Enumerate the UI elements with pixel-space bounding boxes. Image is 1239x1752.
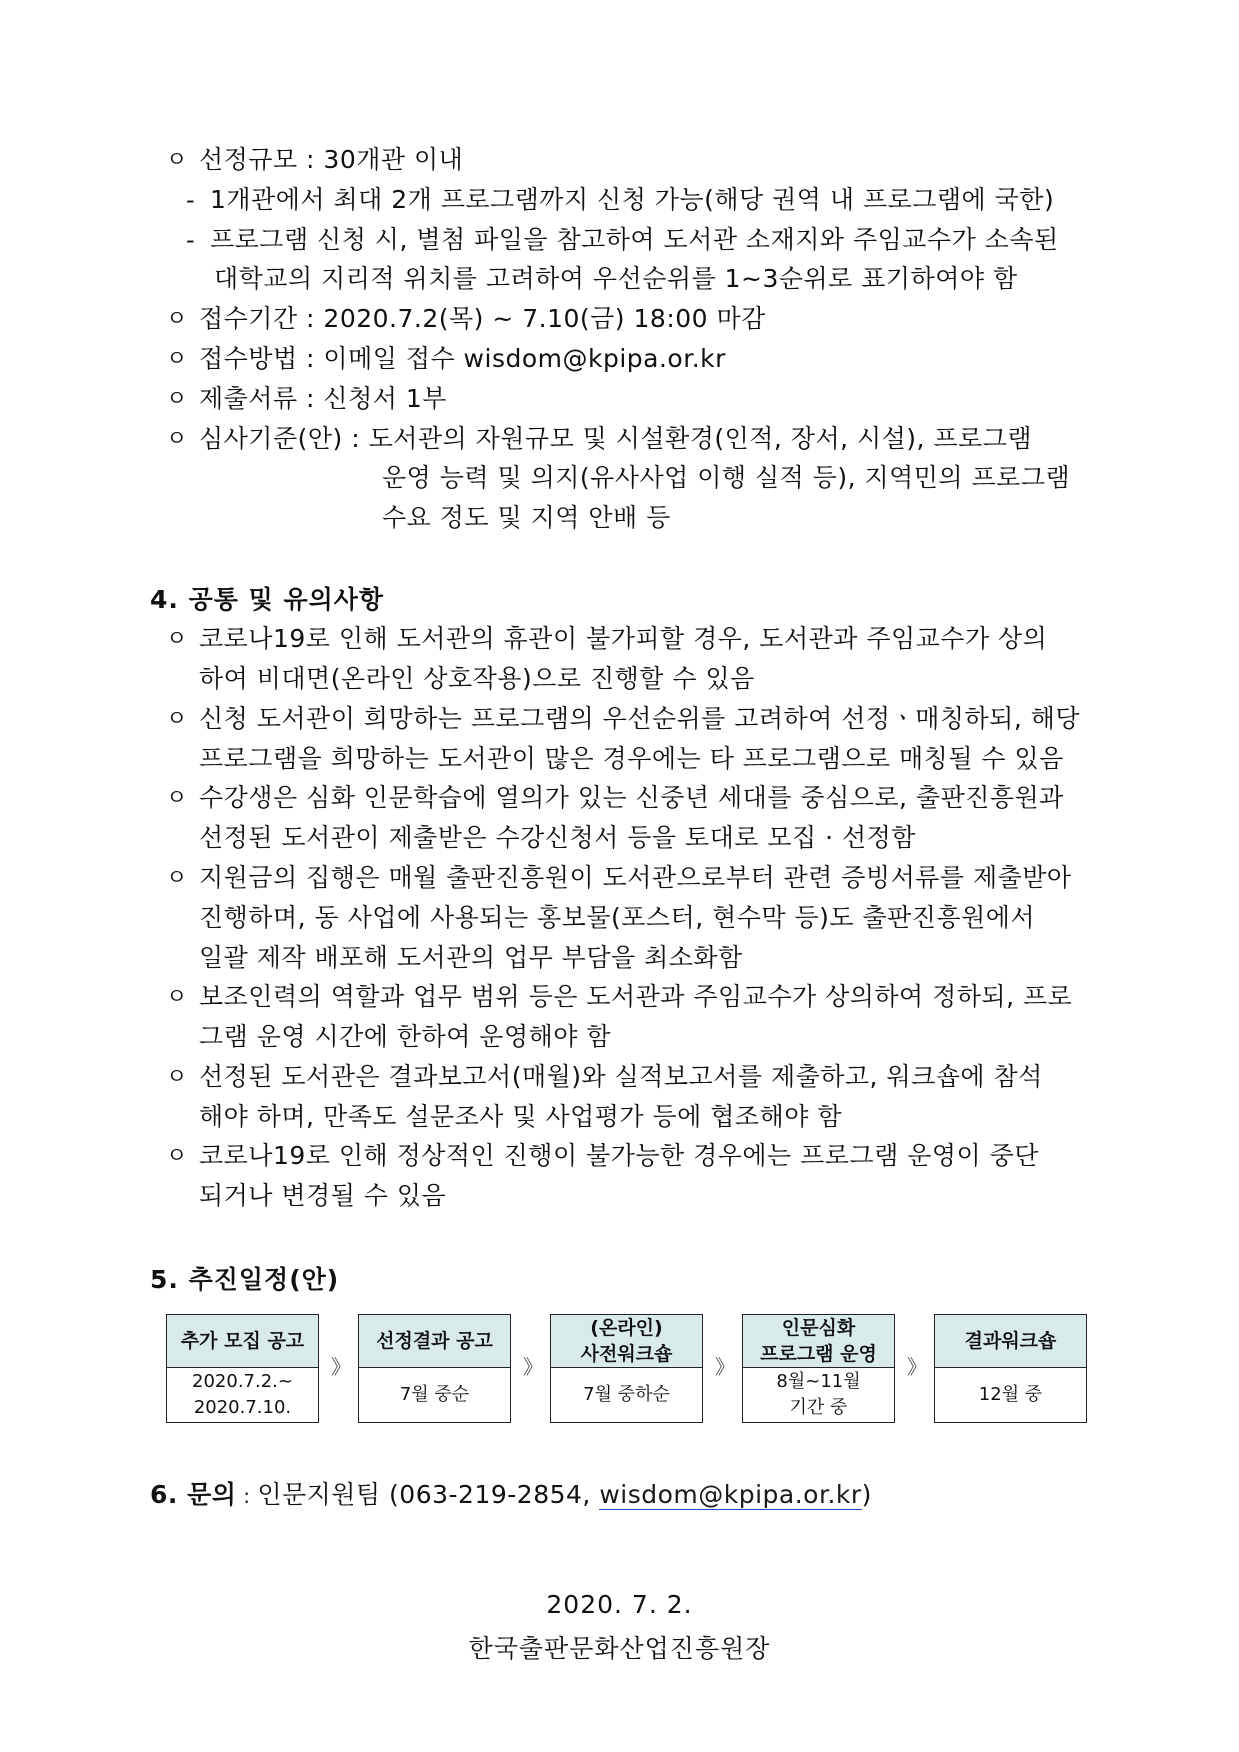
notice-item-line: 일괄 제작 배포해 도서관의 업무 부담을 최소화함 bbox=[199, 943, 743, 972]
notice-item-line: 그램 운영 시간에 한하여 운영해야 함 bbox=[199, 1022, 611, 1051]
notice-item-line: 하여 비대면(온라인 상호작용)으로 진행할 수 있음 bbox=[199, 664, 755, 693]
bullet-glyph: ㅇ bbox=[166, 786, 188, 811]
notice-item-line: 수강생은 심화 인문학습에 열의가 있는 신중년 세대를 중심으로, 출판진흥원과 bbox=[199, 783, 1064, 812]
chevron-right-icon: 》 bbox=[715, 1355, 735, 1379]
contact-line bbox=[150, 1480, 872, 1511]
contact-team-phone: 인문지원팀 (063-219-2854, bbox=[257, 1480, 600, 1509]
dash-glyph: - bbox=[186, 226, 195, 254]
notice-item-line: 진행하며, 동 사업에 사용되는 홍보물(포스터, 현수막 등)도 출판진흥원에서 bbox=[199, 903, 1036, 932]
application-period: 접수기간 : 2020.7.2(목) ~ 7.10(금) 18:00 마감 bbox=[199, 304, 766, 333]
notice-item-line: 신청 도서관이 희망하는 프로그램의 우선순위를 고려하여 선정ㆍ매칭하되, 해당 bbox=[199, 704, 1081, 733]
priority-note-line-1: 프로그램 신청 시, 별첨 파일을 참고하여 도서관 소재지와 주임교수가 소속된 bbox=[210, 225, 1059, 254]
section-5-title: 5. 추진일정(안) bbox=[150, 1265, 340, 1294]
schedule-step-title: 추가 모집 공고 bbox=[167, 1315, 318, 1368]
application-method: 접수방법 : 이메일 접수 wisdom@kpipa.or.kr bbox=[199, 344, 726, 373]
selection-scale: 선정규모 : 30개관 이내 bbox=[199, 145, 464, 174]
required-documents: 제출서류 : 신청서 1부 bbox=[199, 384, 447, 413]
chevron-right-icon: 》 bbox=[523, 1355, 543, 1379]
notice-item-line: 지원금의 집행은 매월 출판진흥원이 도서관으로부터 관련 증빙서류를 제출받아 bbox=[199, 863, 1072, 892]
dash-glyph: - bbox=[186, 186, 195, 214]
bullet-glyph: ㅇ bbox=[166, 347, 188, 372]
contact-close-paren: ) bbox=[861, 1480, 872, 1509]
priority-note-line-2: 대학교의 지리적 위치를 고려하여 우선순위를 1~3순위로 표기하여야 함 bbox=[214, 264, 1018, 293]
schedule-step bbox=[934, 1314, 1087, 1423]
contact-separator: : bbox=[236, 1484, 258, 1508]
schedule-step-date: 8월~11월 기간 중 bbox=[776, 1371, 861, 1418]
bullet-glyph: ㅇ bbox=[166, 1144, 188, 1169]
schedule-step-date: 12월 중 bbox=[978, 1384, 1043, 1405]
notice-item-line: 코로나19로 인해 도서관의 휴관이 불가피할 경우, 도서관과 주임교수가 상의 bbox=[199, 624, 1048, 653]
schedule-step-title: 결과워크숍 bbox=[935, 1315, 1086, 1368]
notice-item-line: 해야 하며, 만족도 설문조사 및 사업평가 등에 협조해야 함 bbox=[199, 1102, 842, 1131]
bullet-glyph: ㅇ bbox=[166, 627, 188, 652]
issuer-name: 한국출판문화산업진흥원장 bbox=[468, 1634, 771, 1663]
section-6-title: 6. 문의 bbox=[150, 1480, 237, 1509]
notice-item-line: 선정된 도서관은 결과보고서(매월)와 실적보고서를 제출하고, 워크숍에 참석 bbox=[199, 1062, 1043, 1091]
apply-limit-note: 1개관에서 최대 2개 프로그램까지 신청 가능(해당 권역 내 프로그램에 국한) bbox=[210, 185, 1055, 214]
notice-item-line: 코로나19로 인해 정상적인 진행이 불가능한 경우에는 프로그램 운영이 중단 bbox=[199, 1141, 1039, 1170]
review-criteria-line-1: 심사기준(안) : 도서관의 자원규모 및 시설환경(인적, 장서, 시설), 프로그램 bbox=[199, 424, 1033, 453]
schedule-step bbox=[358, 1314, 511, 1423]
bullet-glyph: ㅇ bbox=[166, 148, 188, 173]
schedule-step-title: 인문심화 프로그램 운영 bbox=[743, 1315, 894, 1368]
notice-item-line: 프로그램을 희망하는 도서관이 많은 경우에는 타 프로그램으로 매칭될 수 있음 bbox=[199, 744, 1064, 773]
notice-item-line: 보조인력의 역할과 업무 범위 등은 도서관과 주임교수가 상의하여 정하되, 프로 bbox=[199, 982, 1073, 1011]
chevron-right-icon: 》 bbox=[907, 1355, 927, 1379]
bullet-glyph: ㅇ bbox=[166, 985, 188, 1010]
bullet-glyph: ㅇ bbox=[166, 307, 188, 332]
schedule-step-title: 선정결과 공고 bbox=[359, 1315, 510, 1368]
bullet-glyph: ㅇ bbox=[166, 1065, 188, 1090]
bullet-glyph: ㅇ bbox=[166, 387, 188, 412]
bullet-glyph: ㅇ bbox=[166, 866, 188, 891]
bullet-glyph: ㅇ bbox=[166, 427, 188, 452]
schedule-step bbox=[166, 1314, 319, 1423]
chevron-right-icon: 》 bbox=[331, 1355, 351, 1379]
review-criteria-line-2: 운영 능력 및 의지(유사사업 이행 실적 등), 지역민의 프로그램 bbox=[382, 463, 1071, 492]
schedule-step-date: 2020.7.2.~ 2020.7.10. bbox=[192, 1371, 293, 1418]
schedule-step-date: 7월 중하순 bbox=[583, 1384, 670, 1405]
schedule-step-date: 7월 중순 bbox=[399, 1384, 470, 1405]
bullet-glyph: ㅇ bbox=[166, 707, 188, 732]
section-4-title: 4. 공통 및 유의사항 bbox=[150, 585, 385, 614]
contact-email-link[interactable]: wisdom@kpipa.or.kr bbox=[599, 1480, 862, 1509]
review-criteria-line-3: 수요 정도 및 지역 안배 등 bbox=[382, 503, 671, 532]
notice-item-line: 선정된 도서관이 제출받은 수강신청서 등을 토대로 모집 · 선정함 bbox=[199, 823, 916, 852]
schedule-step bbox=[550, 1314, 703, 1423]
schedule-step-title: (온라인) 사전워크숍 bbox=[551, 1315, 702, 1368]
issue-date: 2020. 7. 2. bbox=[546, 1590, 693, 1619]
notice-item-line: 되거나 변경될 수 있음 bbox=[199, 1181, 447, 1210]
schedule-step bbox=[742, 1314, 895, 1423]
